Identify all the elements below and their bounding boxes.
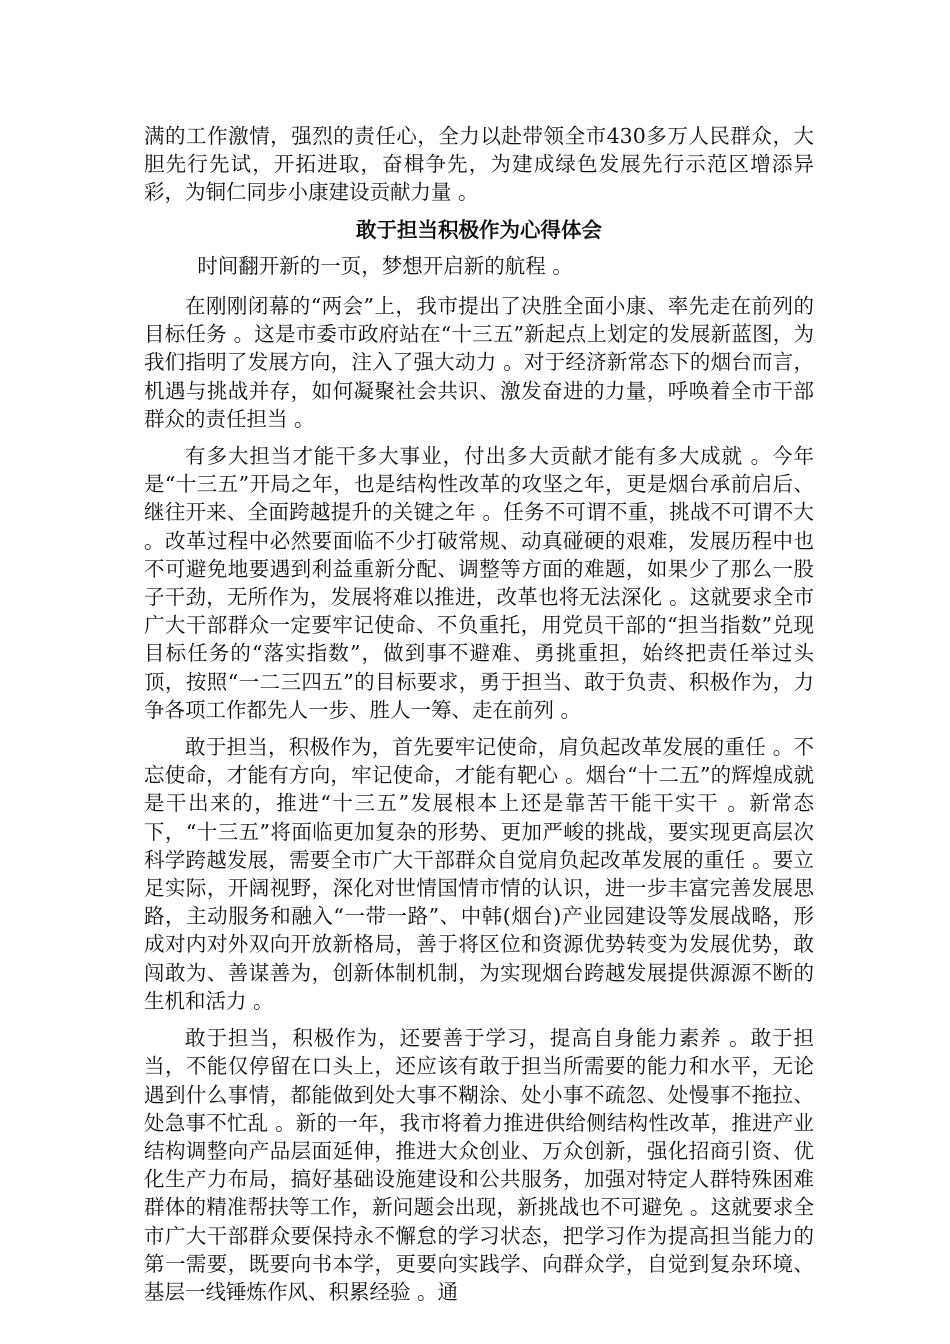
lead-paragraph: 时间翻开新的一页，梦想开启新的航程 。 bbox=[197, 253, 573, 278]
body-paragraph-3: 敢于担当，积极作为，首先要牢记使命，肩负起改革发展的重任 。不忘使命，才能有方向，牢记使命，才能有靶心 。烟台“十二五”的辉煌成就是干出来的，推进“十三五”发展根本上还是靠苦干能干实干 。新常态下，“十三五”将面临更加复杂的形势、更加严峻的挑战，要实现更高层次科学跨越发展，需要全市广大干部群众自觉肩负起改革发展的重任 。要立足实际，开阔视野，深化对世情国情市情的认识，进一步丰富完善发展思路，主动服务和融入“一带一路”、中韩(烟台)产业园建设等发展战略，形成对内对外双向开放新格局，善于将区位和资源优势转变为发展优势，敢闯敢为、善谋善为，创新体制机制，为实现烟台跨越发展提供源源不断的生机和活力 。 bbox=[144, 735, 814, 1013]
body-paragraph-1: 在刚刚闭幕的“两会”上，我市提出了决胜全面小康、率先走在前列的目标任务 。这是市委市政府站在“十三五”新起点上划定的发展新蓝图，为我们指明了发展方向，注入了强大动力 。对于经济新常态下的烟台而言，机遇与挑战并存，如何凝聚社会共识、激发奋进的力量，呼唤着全市干部群众的责任担当 。 bbox=[144, 294, 814, 431]
document-title: 敢于担当积极作为心得体会 bbox=[356, 217, 602, 242]
intro-continuation-paragraph: 满的工作激情，强烈的责任心，全力以赴带领全市430多万人民群众，大胆先行先试，开拓进取，奋楫争先，为建成绿色发展先行示范区增添异彩，为铜仁同步小康建设贡献力量 。 bbox=[144, 124, 814, 205]
body-paragraph-4: 敢于担当，积极作为，还要善于学习，提高自身能力素养 。敢于担当，不能仅停留在口头上，还应该有敢于担当所需要的能力和水平，无论遇到什么事情，都能做到处大事不糊涂、处小事不疏忽、处慢事不拖拉、处急事不忙乱 。新的一年，我市将着力推进供给侧结构性改革，推进产业结构调整向产品层面延伸，推进大众创业、万众创新，强化招商引资、优化生产力布局，搞好基础设施建设和公共服务，加强对特定人群特殊困难群体的精准帮扶等工作，新问题会出现，新挑战也不可避免 。这就要求全市广大干部群众要保持永不懈怠的学习状态，把学习作为提高担当能力的第一需要，既要向书本学，更要向实践学、向群众学，自觉到复杂环境、基层一线锤炼作风、积累经验 。通 bbox=[144, 1026, 814, 1304]
document-page bbox=[144, 122, 814, 1315]
body-paragraph-2: 有多大担当才能干多大事业，付出多大贡献才能有多大成就 。今年是“十三五”开局之年，也是结构性改革的攻坚之年，更是烟台承前启后、继往开来、全面跨越提升的关键之年 。任务不可谓不重，挑战不可谓不大 。改革过程中必然要面临不少打破常规、动真碰硬的艰难，发展历程中也不可避免地要遇到利益重新分配、调整等方面的难题，如果少了那么一股子干劲，无所作为，发展将难以推进，改革也将无法深化 。这就要求全市广大干部群众一定要牢记使命、不负重托，用党员干部的“担当指数”兑现目标任务的“落实指数”，做到事不避难、勇挑重担，始终把责任举过头顶，按照“一二三四五”的目标要求，勇于担当、敢于负责、积极作为，力争各项工作都先人一步、胜人一筹、走在前列 。 bbox=[144, 444, 814, 722]
